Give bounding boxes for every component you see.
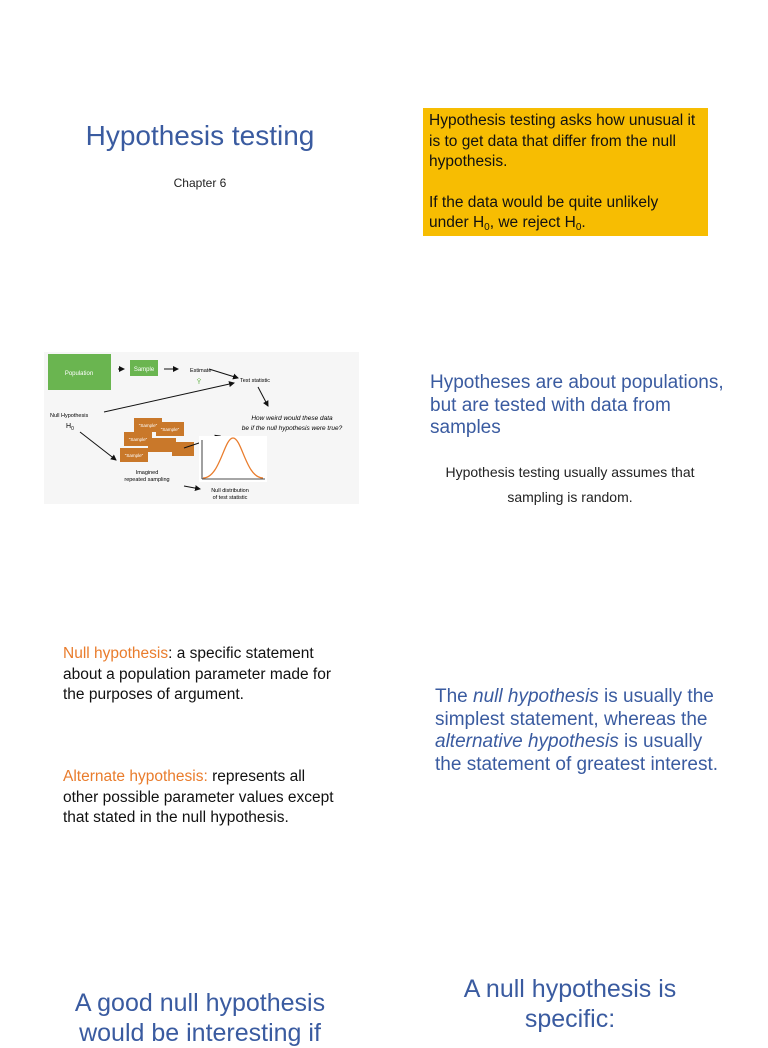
null-hypothesis-definition: Null hypothesis: a specific statement about a population parameter made for the purposes of argument. bbox=[63, 645, 331, 703]
arrow bbox=[104, 383, 234, 412]
arrow bbox=[258, 387, 268, 406]
highlight-para-2: If the data would be quite unlikely under $H_0$, we reject $H_0$. bbox=[429, 193, 659, 233]
svg-text:"Sample": "Sample" bbox=[138, 423, 158, 428]
slide-subtitle: Chapter 6 bbox=[173, 176, 227, 190]
arrow bbox=[80, 432, 116, 460]
arrow bbox=[184, 486, 200, 489]
highlight-box bbox=[423, 108, 708, 236]
svg-text:"Sample": "Sample" bbox=[160, 427, 180, 432]
svg-text:"Sample": "Sample" bbox=[124, 453, 144, 458]
svg-text:"Sample": "Sample" bbox=[128, 437, 148, 442]
how-weird-line-1: How weird would these data bbox=[251, 415, 333, 422]
h0-label: $H_0$ bbox=[66, 423, 74, 432]
arrow bbox=[209, 369, 238, 378]
test-statistic-label: Test statistic bbox=[240, 378, 270, 384]
highlight-para-1: Hypothesis testing asks how unusual it is to get data that differ from the null hypothesis. bbox=[429, 112, 696, 170]
alternate-hypothesis-term: Alternate hypothesis: bbox=[63, 768, 208, 785]
how-weird-line-2: be if the null hypothesis were true? bbox=[241, 425, 343, 432]
imagined-label-1: Imagined bbox=[135, 470, 159, 476]
ybar-symbol: Ȳ bbox=[196, 379, 202, 386]
estimate-label: Estimate bbox=[190, 368, 212, 374]
slide-title: Hypothesis testing bbox=[85, 120, 315, 151]
sample-label: Sample bbox=[133, 367, 155, 373]
null-distribution-label-2: of test statistic bbox=[212, 495, 248, 501]
hypotheses-heading: Hypotheses are about populations, but are tested with data from samples bbox=[430, 372, 724, 438]
imagined-label-2: repeated sampling bbox=[124, 477, 170, 483]
alternate-hypothesis-definition: Alternate hypothesis: represents all other possible parameter values except that stated in the null hypothesis. bbox=[63, 768, 334, 826]
hypothesis-diagram bbox=[44, 352, 359, 504]
good-null-hypothesis-heading: A good null hypothesis would be interesting if bbox=[74, 989, 326, 1047]
sampling-note: Hypothesis testing usually assumes that sampling is random. bbox=[445, 464, 695, 505]
sample-cards bbox=[120, 418, 194, 462]
null-vs-alternative-text: The null hypothesis is usually the simplest statement, whereas the alternative hypothesis is usually the statement of greatest interest. bbox=[435, 686, 719, 775]
null-distribution-label-1: Null distribution bbox=[211, 488, 249, 494]
population-label: Population bbox=[64, 371, 94, 377]
null-hypothesis-term: Null hypothesis bbox=[63, 645, 169, 662]
null-distribution-plot bbox=[199, 436, 267, 482]
null-hypothesis-label: Null Hypothesis bbox=[50, 413, 89, 419]
null-specific-heading: A null hypothesis is specific: bbox=[463, 975, 677, 1033]
